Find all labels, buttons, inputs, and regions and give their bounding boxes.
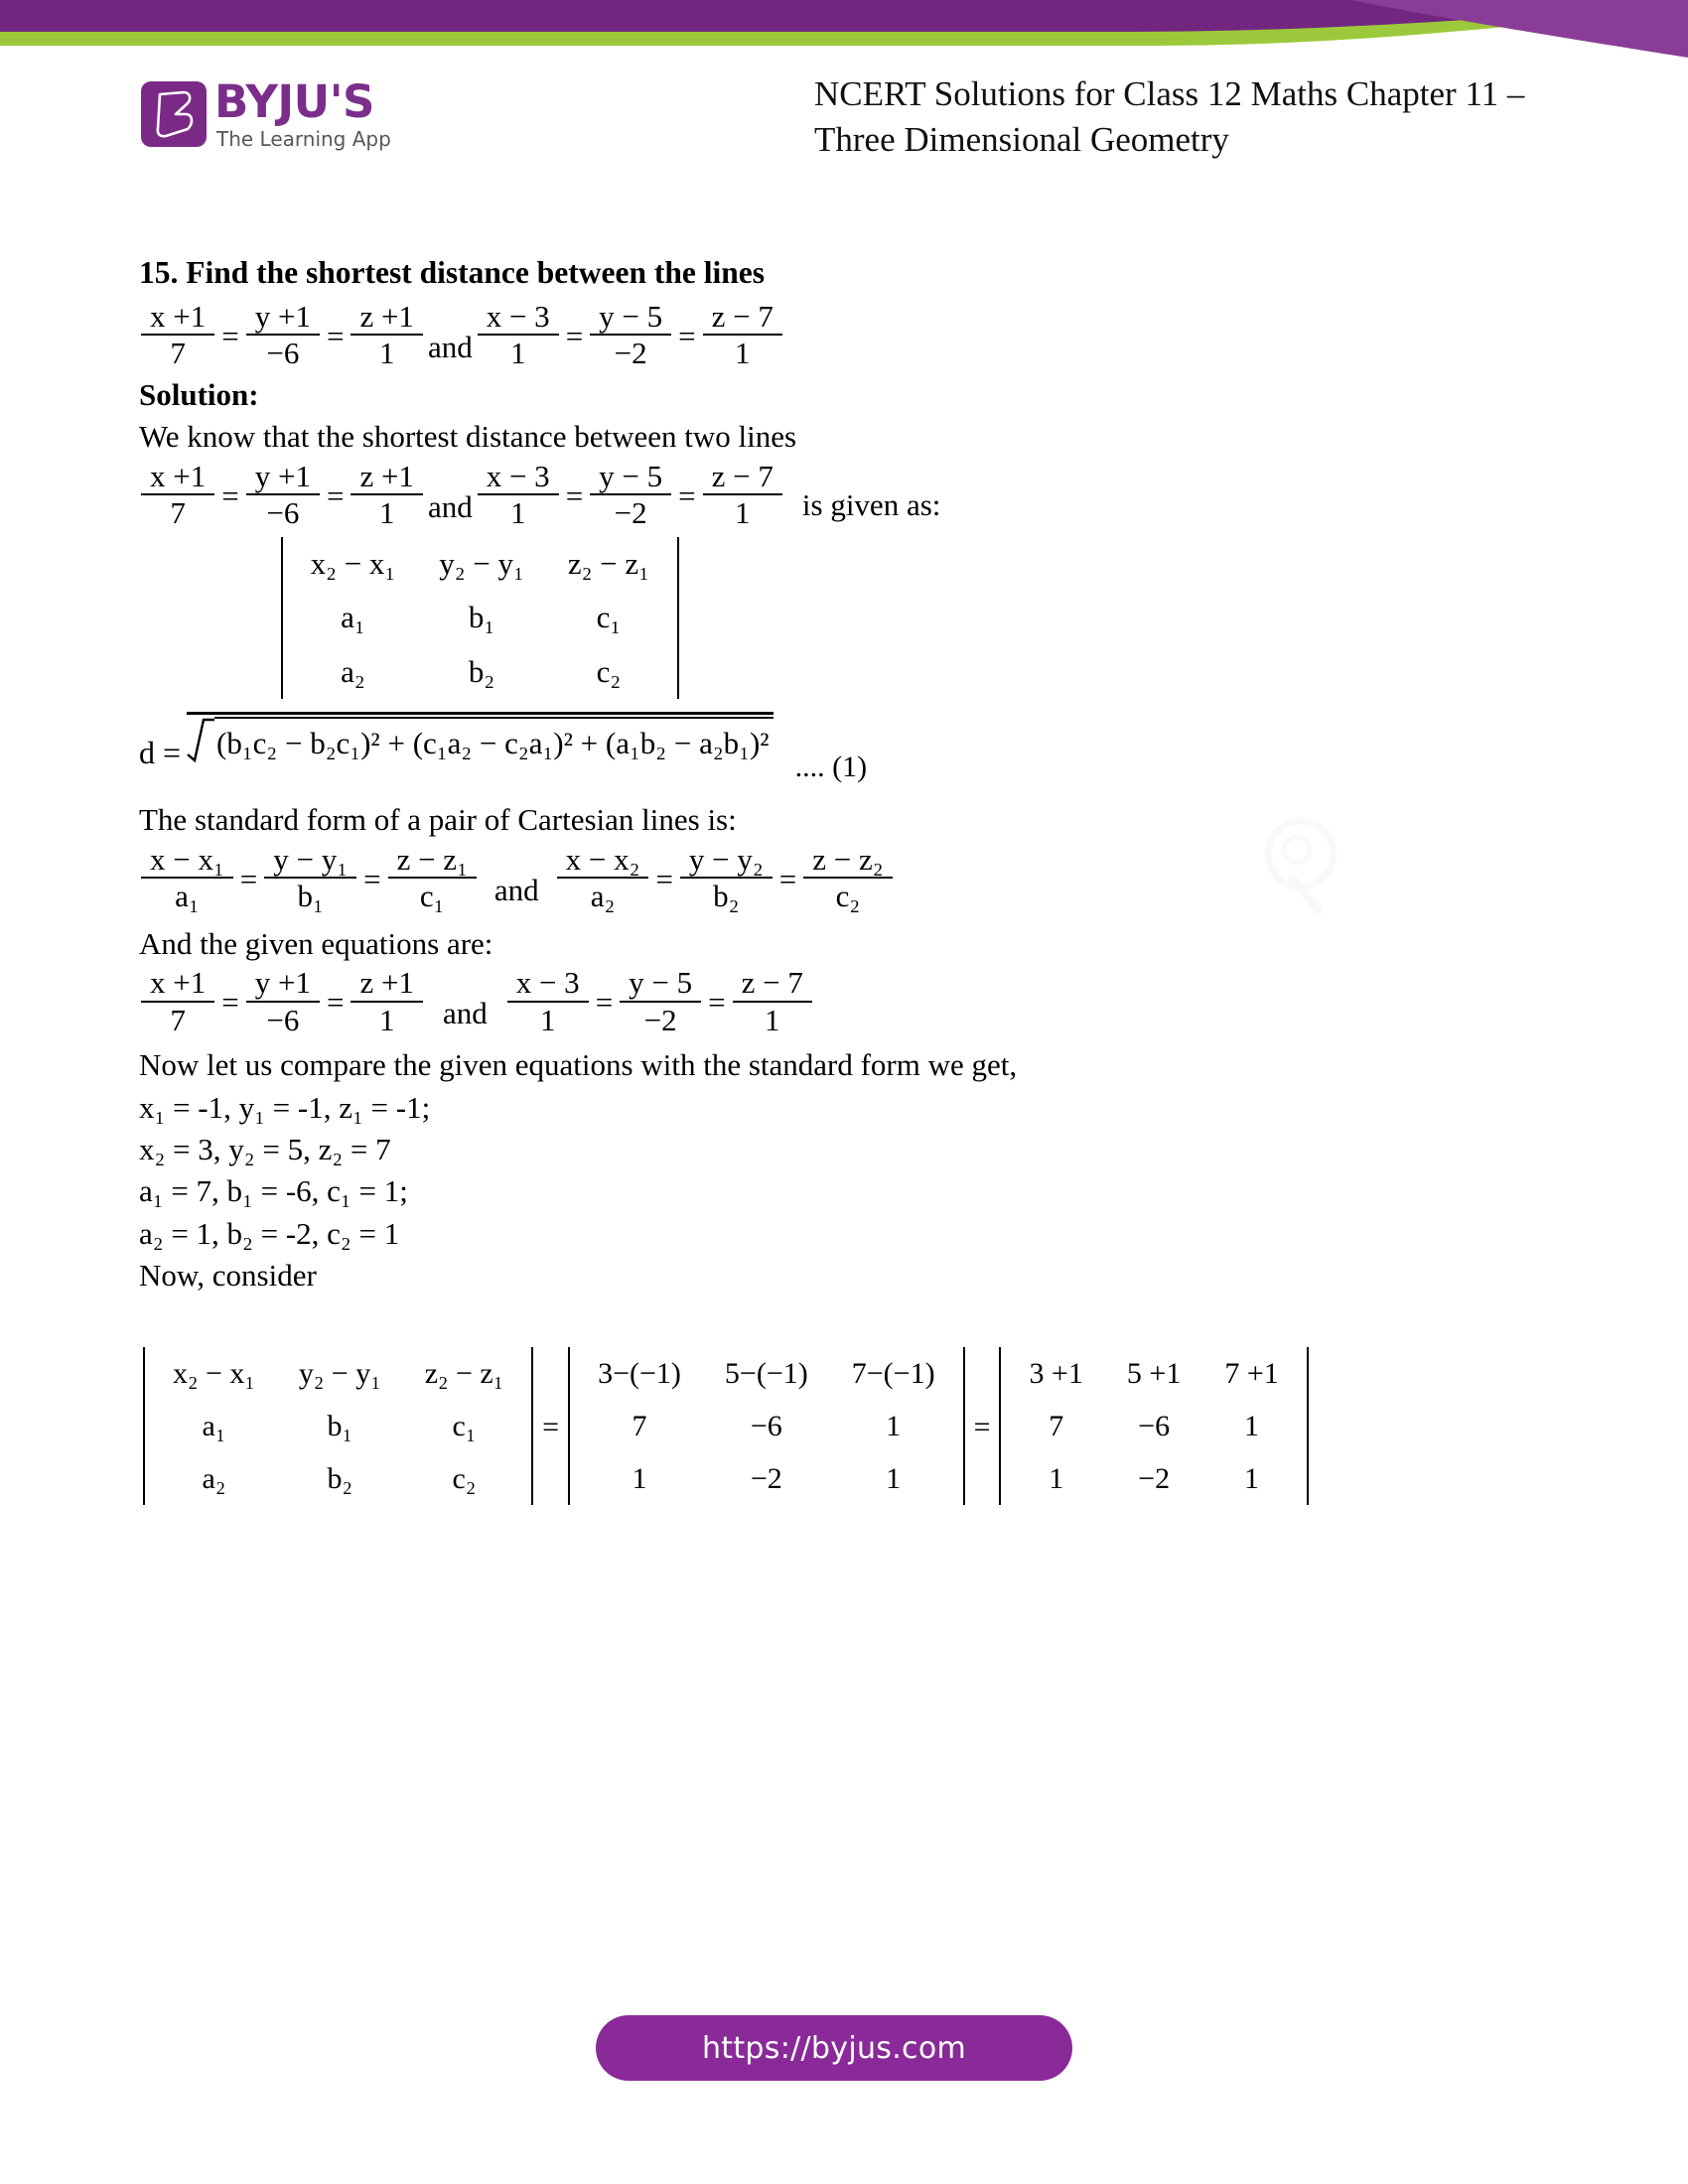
table-row bbox=[151, 1452, 525, 1505]
fraction-denominator: −2 bbox=[620, 1001, 701, 1038]
solution-body bbox=[139, 253, 1589, 1505]
solution-intro: We know that the shortest distance between two lines bbox=[139, 419, 797, 455]
equals-sign: = bbox=[221, 318, 239, 353]
shortest-distance-formula bbox=[139, 537, 1589, 790]
fraction-numerator: x − 3 bbox=[486, 458, 550, 493]
equals-sign: = bbox=[239, 861, 258, 896]
matrix-cell: 7 +1 bbox=[1224, 1357, 1279, 1391]
fraction bbox=[803, 843, 892, 914]
fraction bbox=[590, 460, 671, 531]
determinant-chain bbox=[139, 1347, 1589, 1505]
fraction-numerator: x − x₂ bbox=[565, 841, 640, 877]
fraction-numerator: z +1 bbox=[359, 458, 414, 493]
byjus-logo bbox=[141, 75, 439, 163]
equals-sign: = bbox=[221, 985, 239, 1021]
equals-sign: = bbox=[778, 861, 797, 896]
fraction-numerator: z − z₂ bbox=[812, 841, 884, 877]
logo-wordmark: BYJU'S bbox=[214, 75, 374, 128]
matrix-cell: 3−(−1) bbox=[598, 1357, 681, 1391]
table-row bbox=[576, 1400, 956, 1452]
matrix-cell: a₁ bbox=[202, 1410, 226, 1443]
fraction-numerator: y − y₁ bbox=[273, 841, 349, 877]
fraction-denominator: 7 bbox=[141, 493, 214, 531]
fraction bbox=[246, 460, 320, 531]
byjus-url-label: https://byjus.com bbox=[701, 2030, 967, 2066]
matrix-cell: x₂ − x₁ bbox=[173, 1357, 255, 1391]
matrix-cell: 1 bbox=[1244, 1410, 1260, 1443]
parameter-values-line: a₂ = 1, b₂ = -2, c₂ = 1 bbox=[139, 1215, 400, 1251]
table-row bbox=[1007, 1452, 1300, 1505]
matrix-cell: 5 +1 bbox=[1126, 1357, 1182, 1391]
fraction-denominator: 1 bbox=[478, 493, 559, 531]
fraction-denominator: 1 bbox=[703, 334, 782, 371]
matrix-cell: c₁ bbox=[596, 600, 622, 635]
logo-b-glyph-icon bbox=[154, 90, 194, 138]
determinant-table bbox=[151, 1347, 525, 1505]
matrix-cell: 7 bbox=[1049, 1410, 1064, 1443]
fraction-denominator: 1 bbox=[351, 1001, 423, 1038]
plus-sign: + bbox=[387, 726, 413, 761]
conjunction-and: and bbox=[442, 996, 488, 1031]
logo-mark-icon bbox=[141, 81, 207, 147]
fraction-numerator: x +1 bbox=[150, 965, 207, 1001]
radicand-term-3: (a₁b₂ − a₂b₁)² bbox=[605, 726, 770, 761]
equation-number: .... (1) bbox=[794, 751, 868, 784]
matrix-cell: y₂ − y₁ bbox=[439, 545, 524, 581]
fraction-denominator: −6 bbox=[246, 1001, 320, 1038]
matrix-cell: c₂ bbox=[596, 653, 622, 689]
given-equations-label: And the given equations are: bbox=[139, 925, 493, 961]
formula-denominator bbox=[187, 715, 774, 790]
determinant-left-bar bbox=[281, 537, 283, 699]
radicand-term-2: (c₁a₂ − c₂a₁)² bbox=[412, 726, 573, 761]
square-root-expression bbox=[187, 717, 774, 790]
fraction bbox=[388, 843, 477, 914]
equals-sign: = bbox=[221, 478, 239, 513]
fraction bbox=[351, 966, 423, 1037]
fraction-denominator: −6 bbox=[246, 493, 320, 531]
fraction bbox=[590, 300, 671, 371]
fraction bbox=[733, 966, 812, 1037]
table-row bbox=[289, 591, 671, 644]
standard-form-equation bbox=[139, 843, 1589, 914]
fraction-denominator: 1 bbox=[351, 493, 423, 531]
equals-sign: = bbox=[363, 861, 381, 896]
table-row bbox=[1007, 1400, 1300, 1452]
fraction-numerator: y +1 bbox=[254, 458, 311, 493]
fraction bbox=[141, 300, 214, 371]
fraction-denominator: 1 bbox=[351, 334, 423, 371]
fraction-numerator: x − 3 bbox=[486, 298, 550, 334]
fraction-numerator: y − 5 bbox=[599, 298, 663, 334]
matrix-cell: 1 bbox=[1244, 1462, 1260, 1496]
determinant-right-bar bbox=[963, 1347, 965, 1505]
fraction-denominator: 1 bbox=[507, 1001, 589, 1038]
equals-sign: = bbox=[595, 985, 614, 1021]
fraction bbox=[557, 843, 649, 914]
equals-sign: = bbox=[326, 985, 345, 1021]
determinant-substituted bbox=[568, 1347, 964, 1505]
fraction-numerator: z − 7 bbox=[711, 458, 774, 493]
fraction-numerator: z +1 bbox=[359, 298, 414, 334]
fraction-denominator: a₂ bbox=[557, 877, 649, 914]
matrix-cell: b₂ bbox=[327, 1462, 352, 1496]
fraction-numerator: y +1 bbox=[254, 965, 311, 1001]
fraction bbox=[141, 843, 233, 914]
fraction-numerator: z − z₁ bbox=[396, 841, 468, 877]
fraction-numerator: z − 7 bbox=[711, 298, 774, 334]
equals-sign: = bbox=[542, 1411, 560, 1444]
equals-sign: = bbox=[326, 318, 345, 353]
radical-sign-icon bbox=[187, 717, 214, 790]
fraction-denominator: 7 bbox=[141, 1001, 214, 1038]
matrix-cell: 1 bbox=[632, 1462, 647, 1496]
fraction-denominator: 1 bbox=[478, 334, 559, 371]
header-decoration bbox=[0, 0, 1688, 69]
fraction bbox=[264, 843, 356, 914]
table-row bbox=[289, 537, 671, 591]
consider-label: Now, consider bbox=[139, 1257, 317, 1293]
fraction-numerator: x +1 bbox=[150, 298, 207, 334]
fraction bbox=[680, 843, 773, 914]
determinant-left-bar bbox=[999, 1347, 1001, 1505]
radicand bbox=[214, 717, 774, 790]
equals-sign: = bbox=[565, 478, 584, 513]
fraction-denominator: c₂ bbox=[803, 877, 892, 914]
fraction bbox=[141, 460, 214, 531]
byjus-url-button[interactable] bbox=[596, 2015, 1072, 2081]
fraction bbox=[478, 460, 559, 531]
determinant-table bbox=[576, 1347, 956, 1505]
equals-sign: = bbox=[678, 478, 696, 513]
fraction-denominator: −6 bbox=[246, 334, 320, 371]
matrix-cell: c₁ bbox=[452, 1410, 477, 1443]
fraction-denominator: −2 bbox=[590, 334, 671, 371]
fraction bbox=[478, 300, 559, 371]
matrix-cell: 1 bbox=[1049, 1462, 1064, 1496]
matrix-cell: −6 bbox=[750, 1410, 782, 1443]
table-row bbox=[576, 1347, 956, 1400]
equals-sign: = bbox=[565, 318, 584, 353]
parameter-values-line: x₁ = -1, y₁ = -1, z₁ = -1; bbox=[139, 1089, 431, 1125]
fraction-denominator: −2 bbox=[590, 493, 671, 531]
matrix-cell: c₂ bbox=[452, 1462, 477, 1496]
plus-sign: + bbox=[580, 726, 606, 761]
table-row bbox=[576, 1452, 956, 1505]
fraction-numerator: z − 7 bbox=[741, 965, 803, 1001]
fraction-numerator: z +1 bbox=[359, 965, 414, 1001]
fraction-numerator: x +1 bbox=[150, 458, 207, 493]
solution-repeat-equation bbox=[139, 460, 1589, 531]
equals-sign: = bbox=[678, 318, 696, 353]
matrix-cell: y₂ − y₁ bbox=[298, 1357, 381, 1391]
determinant-right-bar bbox=[1307, 1347, 1309, 1505]
page-title-line-1: NCERT Solutions for Class 12 Maths Chapter 11 – bbox=[814, 74, 1525, 113]
matrix-cell: b₁ bbox=[468, 600, 495, 635]
matrix-cell: 1 bbox=[886, 1410, 902, 1443]
matrix-cell: 1 bbox=[886, 1462, 902, 1496]
parameter-values-line: a₁ = 7, b₁ = -6, c₁ = 1; bbox=[139, 1173, 408, 1209]
fraction bbox=[351, 300, 423, 371]
table-row bbox=[151, 1400, 525, 1452]
fraction bbox=[620, 966, 701, 1037]
matrix-cell: a₂ bbox=[202, 1462, 226, 1496]
question-heading: 15. Find the shortest distance between the lines bbox=[139, 255, 765, 290]
determinant-right-bar bbox=[677, 537, 679, 699]
equals-sign: = bbox=[326, 478, 345, 513]
conjunction-and: and bbox=[493, 872, 539, 907]
determinant-left-bar bbox=[143, 1347, 145, 1505]
table-row bbox=[1007, 1347, 1300, 1400]
determinant-table bbox=[1007, 1347, 1300, 1505]
fraction-numerator: y − 5 bbox=[629, 965, 693, 1001]
equals-sign: = bbox=[708, 985, 726, 1021]
formula-lhs: d = bbox=[139, 734, 182, 770]
matrix-cell: 5−(−1) bbox=[724, 1357, 808, 1391]
compare-label: Now let us compare the given equations with the standard form we get, bbox=[139, 1047, 1018, 1083]
determinant-table bbox=[289, 537, 671, 699]
conjunction-and: and bbox=[427, 329, 473, 364]
fraction-numerator: x − x₁ bbox=[150, 841, 224, 877]
fraction-denominator: b₁ bbox=[264, 877, 356, 914]
parameter-values-line: x₂ = 3, y₂ = 5, z₂ = 7 bbox=[139, 1131, 391, 1166]
determinant-symbolic bbox=[143, 1347, 533, 1505]
determinant-simplified bbox=[999, 1347, 1308, 1505]
fraction-numerator: x − 3 bbox=[515, 965, 580, 1001]
matrix-cell: 3 +1 bbox=[1029, 1357, 1083, 1391]
fraction-denominator: 1 bbox=[733, 1001, 812, 1038]
page-title-line-2: Three Dimensional Geometry bbox=[814, 120, 1229, 160]
matrix-cell: a₂ bbox=[341, 653, 365, 689]
fraction-numerator: y +1 bbox=[254, 298, 311, 334]
matrix-cell: x₂ − x₁ bbox=[310, 545, 396, 581]
matrix-cell: −2 bbox=[750, 1462, 782, 1496]
fraction bbox=[246, 300, 320, 371]
is-given-as-label: is given as: bbox=[801, 486, 941, 522]
matrix-cell: −6 bbox=[1138, 1410, 1171, 1443]
formula-fraction bbox=[187, 537, 774, 790]
matrix-cell: a₁ bbox=[341, 600, 365, 635]
standard-form-label: The standard form of a pair of Cartesian lines is: bbox=[139, 802, 737, 838]
question-equation bbox=[139, 300, 1589, 371]
page-title bbox=[814, 71, 1569, 163]
determinant bbox=[281, 537, 679, 699]
matrix-cell: z₂ − z₁ bbox=[424, 1357, 504, 1391]
matrix-cell: b₂ bbox=[468, 653, 495, 689]
matrix-cell: b₁ bbox=[327, 1410, 352, 1443]
determinant-left-bar bbox=[568, 1347, 570, 1505]
fraction-denominator: 7 bbox=[141, 334, 214, 371]
radicand-term-1: (b₁c₂ − b₂c₁)² bbox=[216, 726, 380, 761]
table-row bbox=[151, 1347, 525, 1400]
equals-sign: = bbox=[973, 1411, 991, 1444]
fraction-numerator: y − y₂ bbox=[688, 841, 764, 877]
equals-sign: = bbox=[655, 861, 673, 896]
matrix-cell: z₂ − z₁ bbox=[567, 545, 649, 581]
fraction-denominator: a₁ bbox=[141, 877, 233, 914]
determinant-right-bar bbox=[531, 1347, 533, 1505]
formula-numerator bbox=[277, 537, 683, 712]
fraction-denominator: b₂ bbox=[680, 877, 773, 914]
logo-tagline: The Learning App bbox=[216, 127, 391, 151]
matrix-cell: 7 bbox=[632, 1410, 647, 1443]
fraction bbox=[351, 460, 423, 531]
fraction-denominator: 1 bbox=[703, 493, 782, 531]
fraction bbox=[141, 966, 214, 1037]
conjunction-and: and bbox=[427, 488, 473, 524]
fraction bbox=[246, 966, 320, 1037]
table-row bbox=[289, 645, 671, 699]
fraction bbox=[703, 300, 782, 371]
matrix-cell: −2 bbox=[1138, 1462, 1171, 1496]
fraction-numerator: y − 5 bbox=[599, 458, 663, 493]
fraction-denominator: c₁ bbox=[388, 877, 477, 914]
fraction bbox=[703, 460, 782, 531]
given-equations bbox=[139, 966, 1589, 1037]
matrix-cell: 7−(−1) bbox=[851, 1357, 935, 1391]
solution-heading: Solution: bbox=[139, 377, 259, 413]
fraction bbox=[507, 966, 589, 1037]
